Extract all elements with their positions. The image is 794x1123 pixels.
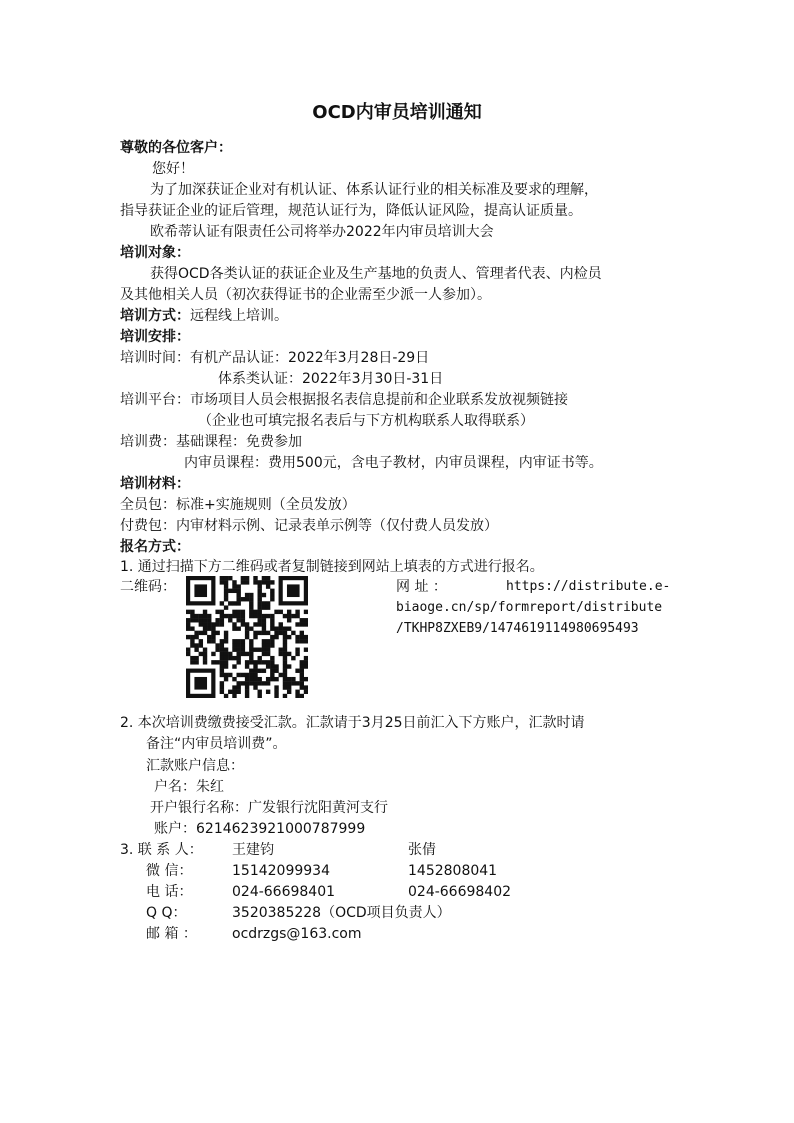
contact-person-1: 王建钧 <box>232 842 274 858</box>
materials-line-1: 全员包：标准+实施规则（全员发放） <box>120 497 356 513</box>
method-heading: 培训方式： <box>120 308 190 324</box>
phone-1: 024-66698401 <box>232 884 336 900</box>
hello: 您好！ <box>152 161 194 177</box>
materials-line-2: 付费包：内审材料示例、记录表单示例等（仅付费人员发放） <box>120 518 498 534</box>
qq-value: 3520385228（OCD项目负责人） <box>232 905 451 921</box>
arrangement-heading: 培训安排： <box>120 329 190 345</box>
email-value[interactable]: ocdrzgs@163.com <box>232 926 362 942</box>
materials-heading: 培训材料： <box>120 476 190 492</box>
method-value: 远程线上培训。 <box>190 308 288 324</box>
url-line-1[interactable]: https://distribute.e- <box>506 579 671 594</box>
contact-person-2: 张倩 <box>408 842 436 858</box>
wechat-label: 微 信： <box>146 863 193 879</box>
platform-line-2: （企业也可填完报名表后与下方机构联系人取得联系） <box>198 413 534 429</box>
contact-label: 3. 联 系 人： <box>120 842 203 858</box>
intro-line-3: 欧希蒂认证有限责任公司将举办2022年内审员培训大会 <box>150 224 494 240</box>
signup-item-2-line-2: 备注“内审员培训费”。 <box>146 736 287 752</box>
url-label: 网 址 ： <box>396 579 447 595</box>
target-line-2: 及其他相关人员（初次获得证书的企业需至少派一人参加）。 <box>120 287 491 303</box>
document-title: OCD内审员培训通知 <box>312 102 482 123</box>
signup-heading: 报名方式： <box>120 539 190 555</box>
platform-line-1: 培训平台：市场项目人员会根据报名表信息提前和企业联系发放视频链接 <box>120 392 568 408</box>
training-time-line-2: 体系类认证：2022年3月30日-31日 <box>218 371 444 387</box>
target-line-1: 获得OCD各类认证的获证企业及生产基地的负责人、管理者代表、内检员 <box>150 266 602 282</box>
url-line-2[interactable]: biaoge.cn/sp/formreport/distribute <box>396 600 663 615</box>
method-row <box>120 306 288 326</box>
qr-label: 二维码： <box>120 579 176 595</box>
training-time-line-1: 培训时间：有机产品认证：2022年3月28日-29日 <box>120 350 430 366</box>
fee-line-2: 内审员课程：费用500元，含电子教材，内审员课程，内审证书等。 <box>184 455 603 471</box>
target-heading: 培训对象： <box>120 245 190 261</box>
greeting: 尊敬的各位客户： <box>120 140 232 156</box>
signup-item-2-line-1: 2. 本次培训费缴费接受汇款。汇款请于3月25日前汇入下方账户，汇款时请 <box>120 715 585 731</box>
account-name: 户名：朱红 <box>154 779 224 795</box>
account-bank: 开户银行名称：广发银行沈阳黄河支行 <box>150 800 388 816</box>
qq-label: Q Q： <box>146 905 187 921</box>
qr-code-image[interactable] <box>186 576 308 698</box>
phone-2: 024-66698402 <box>408 884 512 900</box>
intro-line-1: 为了加深获证企业对有机认证、体系认证行业的相关标准及要求的理解， <box>150 182 598 198</box>
intro-line-2: 指导获证企业的证后管理，规范认证行为，降低认证风险，提高认证质量。 <box>120 203 582 219</box>
phone-label: 电 话： <box>146 884 193 900</box>
url-line-3[interactable]: /TKHP8ZXEB9/1474619114980695493 <box>396 621 639 636</box>
account-number: 账户：6214623921000787999 <box>154 821 366 837</box>
wechat-2: 1452808041 <box>408 863 498 879</box>
fee-line-1: 培训费：基础课程：免费参加 <box>120 434 302 450</box>
email-label: 邮 箱 ： <box>146 926 197 942</box>
signup-item-1: 1. 通过扫描下方二维码或者复制链接到网站上填表的方式进行报名。 <box>120 559 544 575</box>
wechat-1: 15142099934 <box>232 863 330 879</box>
account-heading: 汇款账户信息： <box>146 758 244 774</box>
